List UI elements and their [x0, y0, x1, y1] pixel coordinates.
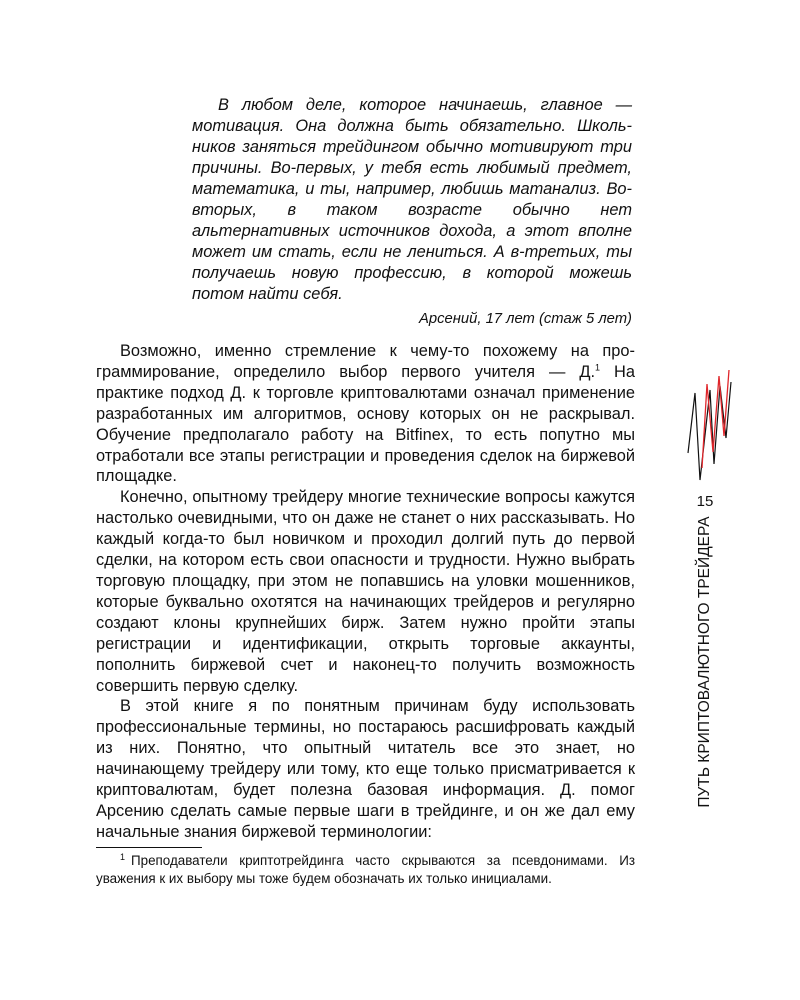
footnote-text: Преподаватели криптотрейдинга часто скрываются за псевдонимами. Из уважения к их выбору мы тоже будем обозначать их только инициалами.	[96, 853, 635, 886]
epigraph	[192, 95, 632, 329]
footnote-reference: 1	[595, 362, 601, 373]
page-number: 15	[696, 493, 714, 510]
zigzag-decoration	[678, 368, 738, 486]
paragraph-3: В этой книге я по понятным причинам буду использовать профессиональные термины, но постараюсь расшифровать каждый из них. Понятно, что опытный читатель все это знает, но начинающему трейдеру или тому, кто еще только присматривается к криптовалютам, будет полезна базовая информация. Д. помог Арсению сделать самые первые шаги в трейдинге, и он же дал ему начальные знания биржевой терминологии:	[96, 697, 635, 841]
paragraph-1-start: Возможно, именно стремление к чему-то похожему на программирование, определило выбор первого учителя — Д.	[96, 342, 635, 381]
paragraph-2: Конечно, опытному трейдеру многие технические вопросы кажутся настолько очевидными, что он даже не станет о них рассказывать. Но каждый когда-то был новичком и проходил долгий путь до первой сделки, на котором есть свои опасности и трудности. Нужно выбрать торговую площадку, при этом не попавшись на уловки мошенников, которые буквально охотятся на начинающих трейдеров и регулярно создают клоны крупнейших бирж. Затем нужно пройти этапы регистрации и идентификации, открыть торговые аккаунты, пополнить биржевой счет и наконец-то получить возможность совершить первую сделку.	[96, 488, 635, 695]
epigraph-attribution: Арсений, 17 лет (стаж 5 лет)	[419, 311, 632, 327]
paragraph-1-end: На практике подход Д. к торговле криптовалютами означал применение разработанных им алгоритмов, основу которых он не раскрывал. Обучение предполагало работу на Bitfinex, то есть попутно мы отработали все этапы регистрации и проведения сделок на биржевой площадке.	[96, 362, 635, 486]
footnote	[96, 852, 635, 888]
zigzag-red-line	[702, 370, 729, 468]
footnote-divider	[96, 847, 202, 848]
epigraph-text: В любом деле, которое начинаешь, главное — мотивация. Она должна быть обязательно. Школьников заняться трейдингом обычно мотивируют три причины. Во-первых, у тебя есть любимый предмет, математика, и ты, например, любишь матанализ. Во-вторых, в таком возрасте обычно нет альтернативных источников дохода, а этот вполне может им стать, если не лениться. А в-третьих, ты получаешь новую профессию, в которой можешь потом найти себя.	[192, 96, 632, 303]
footnote-mark: 1	[120, 851, 126, 862]
running-head-title: ПУТЬ КРИПТОВАЛЮТНОГО ТРЕЙДЕРА	[696, 516, 713, 808]
paragraph-1	[96, 341, 635, 487]
body-text	[96, 341, 635, 843]
